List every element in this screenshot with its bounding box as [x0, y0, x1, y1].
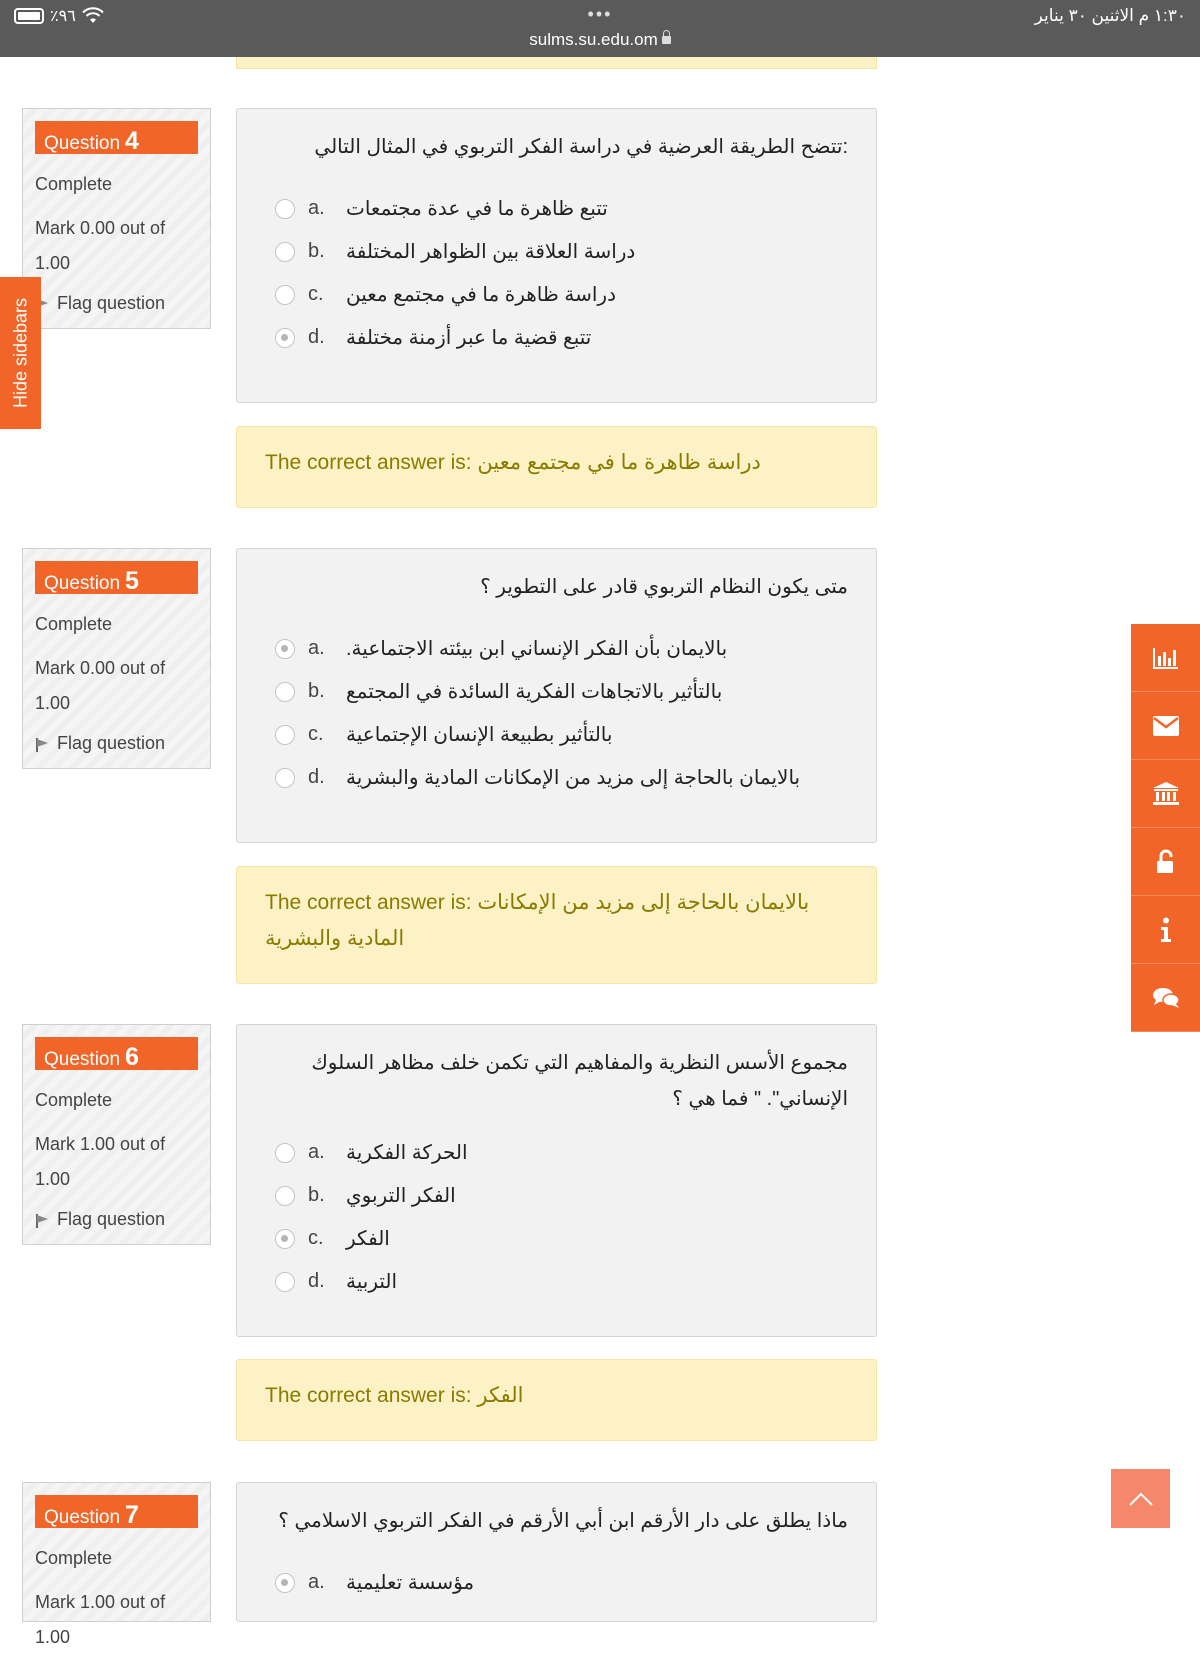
radio-button[interactable] [275, 1186, 295, 1206]
feedback-prefix: The correct answer is: [265, 451, 478, 474]
feedback-answer: بالايمان بالحاجة إلى مزيد من الإمكانات المادية والبشرية [265, 891, 810, 950]
flag-question-button[interactable] [35, 293, 198, 314]
answer-text: الفكر التربوي [346, 1185, 456, 1207]
radio-button[interactable] [275, 242, 295, 262]
previous-feedback-edge [236, 57, 877, 69]
flag-icon [35, 1212, 49, 1228]
answer-letter: c. [308, 723, 324, 745]
radio-button-checked[interactable] [275, 1229, 295, 1249]
question-number: 5 [125, 567, 139, 595]
radio-button-checked[interactable] [275, 328, 295, 348]
answer-option-d[interactable] [265, 1260, 848, 1303]
radio-button[interactable] [275, 1143, 295, 1163]
hide-sidebars-button[interactable] [0, 277, 41, 429]
hide-sidebars-label: Hide sidebars [10, 297, 30, 409]
flag-question-label: Flag question [57, 733, 166, 753]
answer-letter: a. [308, 637, 325, 659]
answer-list [265, 187, 848, 359]
question-label: Question [44, 133, 121, 154]
radio-button[interactable] [275, 725, 295, 745]
tab-dots[interactable]: ••• [587, 4, 613, 24]
answer-option-c[interactable] [265, 273, 848, 316]
radio-button[interactable] [275, 768, 295, 788]
answer-list [265, 627, 848, 799]
flag-icon [35, 736, 49, 752]
correct-answer-feedback-5 [236, 866, 877, 984]
feedback-answer: دراسة ظاهرة ما في مجتمع معين [477, 451, 761, 474]
question-number: 6 [125, 1043, 139, 1071]
answer-text: بالايمان بأن الفكر الإنساني ابن بيئته الاجتماعية. [346, 638, 728, 660]
answer-text: دراسة ظاهرة ما في مجتمع معين [346, 284, 616, 306]
flag-question-label: Flag question [57, 293, 166, 313]
question-state: Complete [35, 1548, 113, 1568]
question-info-6 [22, 1024, 211, 1245]
radio-button[interactable] [275, 682, 295, 702]
radio-button[interactable] [275, 1272, 295, 1292]
envelope-icon[interactable] [1131, 692, 1200, 760]
feedback-answer: الفكر [477, 1384, 524, 1407]
answer-text: التربية [346, 1271, 398, 1293]
answer-letter: d. [308, 326, 325, 348]
answer-letter: b. [308, 680, 325, 702]
question-mark: Mark 1.00 out of 1.00 [35, 1592, 166, 1647]
answer-letter: b. [308, 240, 325, 262]
question-stem: متى يكون النظام التربوي قادر على التطوير ؟ [480, 576, 848, 598]
radio-button-checked[interactable] [275, 639, 295, 659]
back-to-top-button[interactable] [1111, 1469, 1170, 1528]
question-info-4 [22, 108, 211, 329]
answer-letter: c. [308, 283, 324, 305]
question-stem: مجموع الأسس النظرية والمفاهيم التي تكمن خلف مظاهر السلوك الإنساني". " فما هي ؟ [311, 1052, 848, 1110]
question-stem: :تتضح الطريقة العرضية في دراسة الفكر التربوي في المثال التالي [314, 136, 848, 158]
answer-option-b[interactable] [265, 230, 848, 273]
info-icon[interactable] [1131, 896, 1200, 964]
answer-option-c[interactable] [265, 713, 848, 756]
question-mark: Mark 0.00 out of 1.00 [35, 658, 166, 713]
answer-text: بالايمان بالحاجة إلى مزيد من الإمكانات المادية والبشرية [346, 767, 801, 789]
answer-text: مؤسسة تعليمية [346, 1572, 475, 1594]
question-stem: ماذا يطلق على دار الأرقم ابن أبي الأرقم في الفكر التربوي الاسلامي ؟ [278, 1510, 848, 1532]
question-number: 4 [125, 127, 139, 155]
question-mark: Mark 0.00 out of 1.00 [35, 218, 166, 273]
answer-text: دراسة العلاقة بين الظواهر المختلفة [346, 241, 636, 263]
answer-list [265, 1131, 848, 1303]
question-state: Complete [35, 1090, 113, 1110]
chevron-up-icon [1128, 1491, 1154, 1507]
question-number-badge [35, 1037, 198, 1070]
question-info-7 [22, 1482, 211, 1647]
question-number-badge [35, 121, 198, 154]
answer-option-d[interactable] [265, 756, 848, 799]
radio-button[interactable] [275, 199, 295, 219]
answer-text: تتبع ظاهرة ما في عدة مجتمعات [346, 198, 608, 220]
answer-text: تتبع قضية ما عبر أزمنة مختلفة [346, 327, 592, 349]
browser-status-bar [0, 0, 1200, 57]
question-number-badge [35, 561, 198, 594]
address-bar[interactable] [0, 30, 1200, 50]
answer-option-b[interactable] [265, 670, 848, 713]
answer-letter: b. [308, 1184, 325, 1206]
answer-letter: d. [308, 766, 325, 788]
question-text-5 [236, 548, 877, 843]
unlock-icon[interactable] [1131, 828, 1200, 896]
right-quick-links [1131, 624, 1200, 1032]
answer-letter: a. [308, 1571, 325, 1593]
question-label: Question [44, 1507, 121, 1528]
question-label: Question [44, 573, 121, 594]
url-text: sulms.su.edu.om [529, 30, 658, 49]
question-text-4 [236, 108, 877, 403]
comments-icon[interactable] [1131, 964, 1200, 1032]
answer-option-a[interactable] [265, 1561, 848, 1604]
institution-icon[interactable] [1131, 760, 1200, 828]
answer-letter: a. [308, 197, 325, 219]
answer-letter: a. [308, 1141, 325, 1163]
radio-button-checked[interactable] [275, 1573, 295, 1593]
question-state: Complete [35, 614, 113, 634]
answer-option-c[interactable] [265, 1217, 848, 1260]
answer-text: الفكر [346, 1228, 390, 1250]
status-time-date: ١:٣٠ م الاثنين ٣٠ يناير [1034, 6, 1186, 25]
question-label: Question [44, 1049, 121, 1070]
question-info-5 [22, 548, 211, 769]
answer-option-a[interactable] [265, 187, 848, 230]
answer-letter: c. [308, 1227, 324, 1249]
answer-option-b[interactable] [265, 1174, 848, 1217]
correct-answer-feedback-4 [236, 426, 877, 508]
battery-percentage: ٪٩٦ [50, 8, 76, 25]
lock-icon [662, 36, 671, 44]
feedback-prefix: The correct answer is: [265, 1384, 478, 1407]
flag-question-button[interactable] [35, 1209, 198, 1230]
question-text-7 [236, 1482, 877, 1622]
answer-option-a[interactable] [265, 1131, 848, 1174]
feedback-prefix: The correct answer is: [265, 891, 478, 914]
flag-question-button[interactable] [35, 733, 198, 754]
answer-letter: d. [308, 1270, 325, 1292]
correct-answer-feedback-6 [236, 1359, 877, 1441]
flag-question-label: Flag question [57, 1209, 166, 1229]
question-number-badge [35, 1495, 198, 1528]
bar-chart-icon[interactable] [1131, 624, 1200, 692]
answer-list [265, 1561, 848, 1604]
question-text-6 [236, 1024, 877, 1337]
answer-text: بالتأثير بطبيعة الإنسان الإجتماعية [346, 724, 613, 746]
answer-option-a[interactable] [265, 627, 848, 670]
answer-text: الحركة الفكرية [346, 1142, 468, 1164]
answer-text: بالتأثير بالاتجاهات الفكرية السائدة في المجتمع [346, 681, 723, 703]
radio-button[interactable] [275, 285, 295, 305]
question-number: 7 [125, 1501, 139, 1529]
answer-option-d[interactable] [265, 316, 848, 359]
question-mark: Mark 1.00 out of 1.00 [35, 1134, 166, 1189]
question-state: Complete [35, 174, 113, 194]
